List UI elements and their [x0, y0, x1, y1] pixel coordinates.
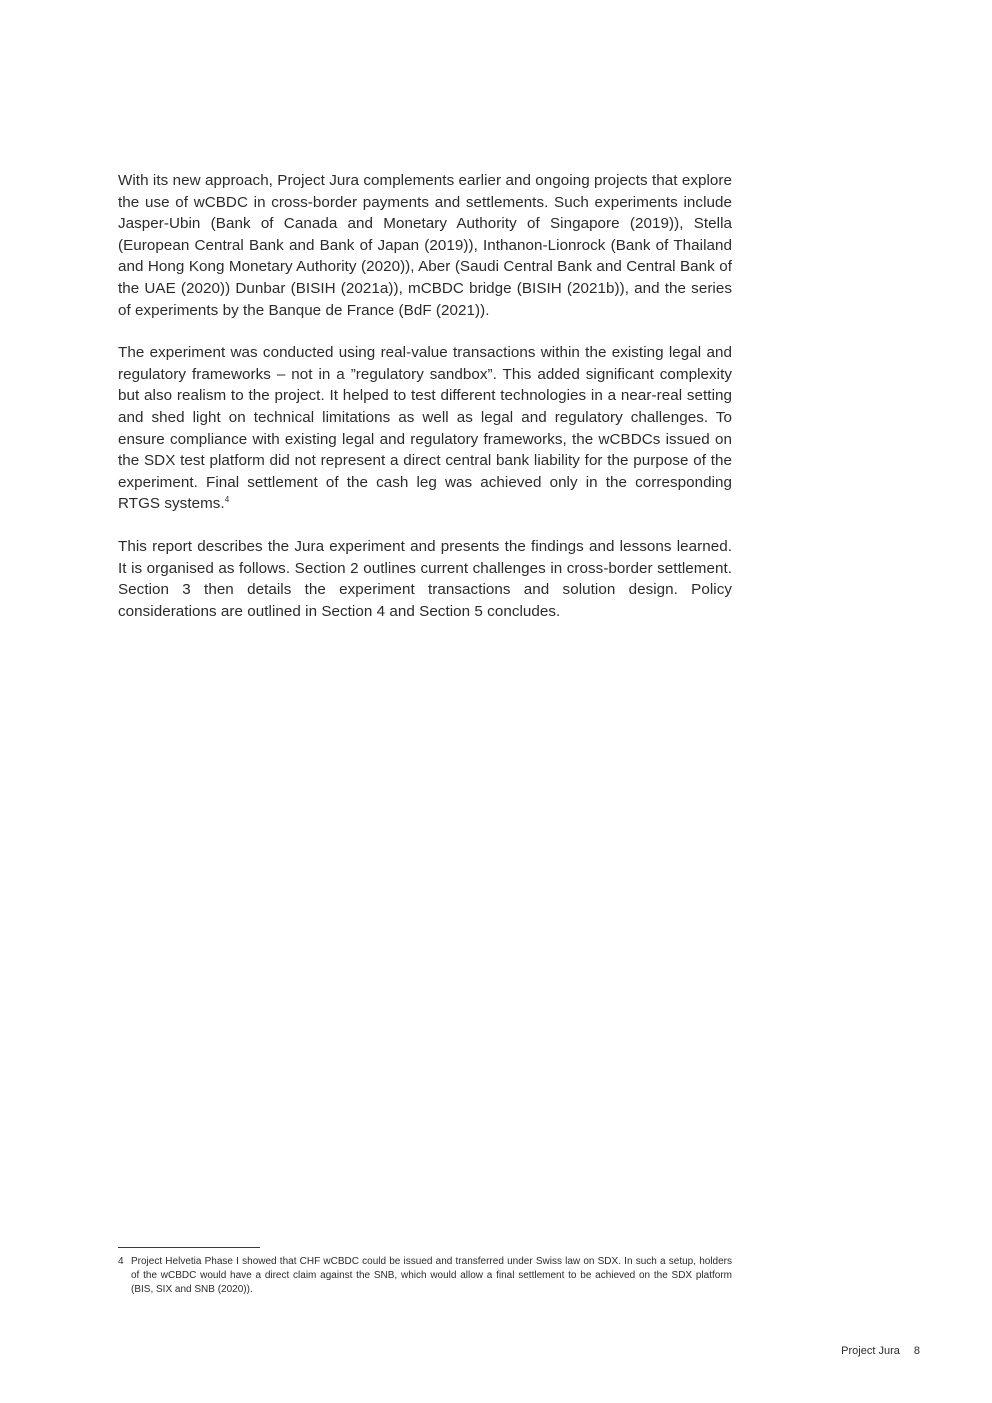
footnote [118, 1255, 732, 1296]
paragraph-3-text: This report describes the Jura experiment and presents the findings and lessons learned. It is organised as follows. Section 2 outlines current challenges in cross-border settlement. Section 3 then details the experiment transactions and solution design. Policy considerations are outlined in Section 4 and Section 5 concludes. [118, 537, 732, 620]
paragraph-2 [118, 342, 732, 515]
footnote-reference[interactable]: 4 [224, 495, 230, 505]
paragraph-2-text: The experiment was conducted using real-value transactions within the existing legal and regulatory frameworks – not in a ”regulatory sandbox”. This added significant complexity but also realism to the project. It helped to test different technologies in a near-real setting and shed light on technical limitations as well as legal and regulatory challenges. To ensure compliance with existing legal and regulatory frameworks, the wCBDCs issued on the SDX test platform did not represent a direct central bank liability for the purpose of the experiment. Final settlement of the cash leg was achieved only in the corresponding RTGS systems. [118, 344, 732, 513]
footer-title: Project Jura [841, 1345, 900, 1357]
paragraph-3 [118, 536, 732, 622]
footnote-text: Project Helvetia Phase I showed that CHF wCBDC could be issued and transferred under Swiss law on SDX. In such a setup, holders of the wCBDC would have a direct claim against the SNB, which would allow a final settlement to be achieved on the SDX platform (BIS, SIX and SNB (2020)). [131, 1256, 732, 1295]
paragraph-1-text: With its new approach, Project Jura complements earlier and ongoing projects that explore the use of wCBDC in cross-border payments and settlements. Such experiments include Jasper-Ubin (Bank of Canada and Monetary Authority of Singapore (2019)), Stella (European Central Bank and Bank of Japan (2019)), Inthanon-Lionrock (Bank of Thailand and Hong Kong Monetary Authority (2020)), Aber (Saudi Central Bank and Central Bank of the UAE (2020)) Dunbar (BISIH (2021a)), mCBDC bridge (BISIH (2021b)), and the series of experiments by the Banque de France (BdF (2021)). [118, 172, 732, 319]
page-number: 8 [913, 1345, 920, 1357]
page-footer [841, 1345, 920, 1357]
main-body-text [118, 170, 732, 643]
footnote-number: 4 [118, 1256, 124, 1267]
footnote-divider [118, 1247, 260, 1248]
paragraph-1 [118, 170, 732, 321]
